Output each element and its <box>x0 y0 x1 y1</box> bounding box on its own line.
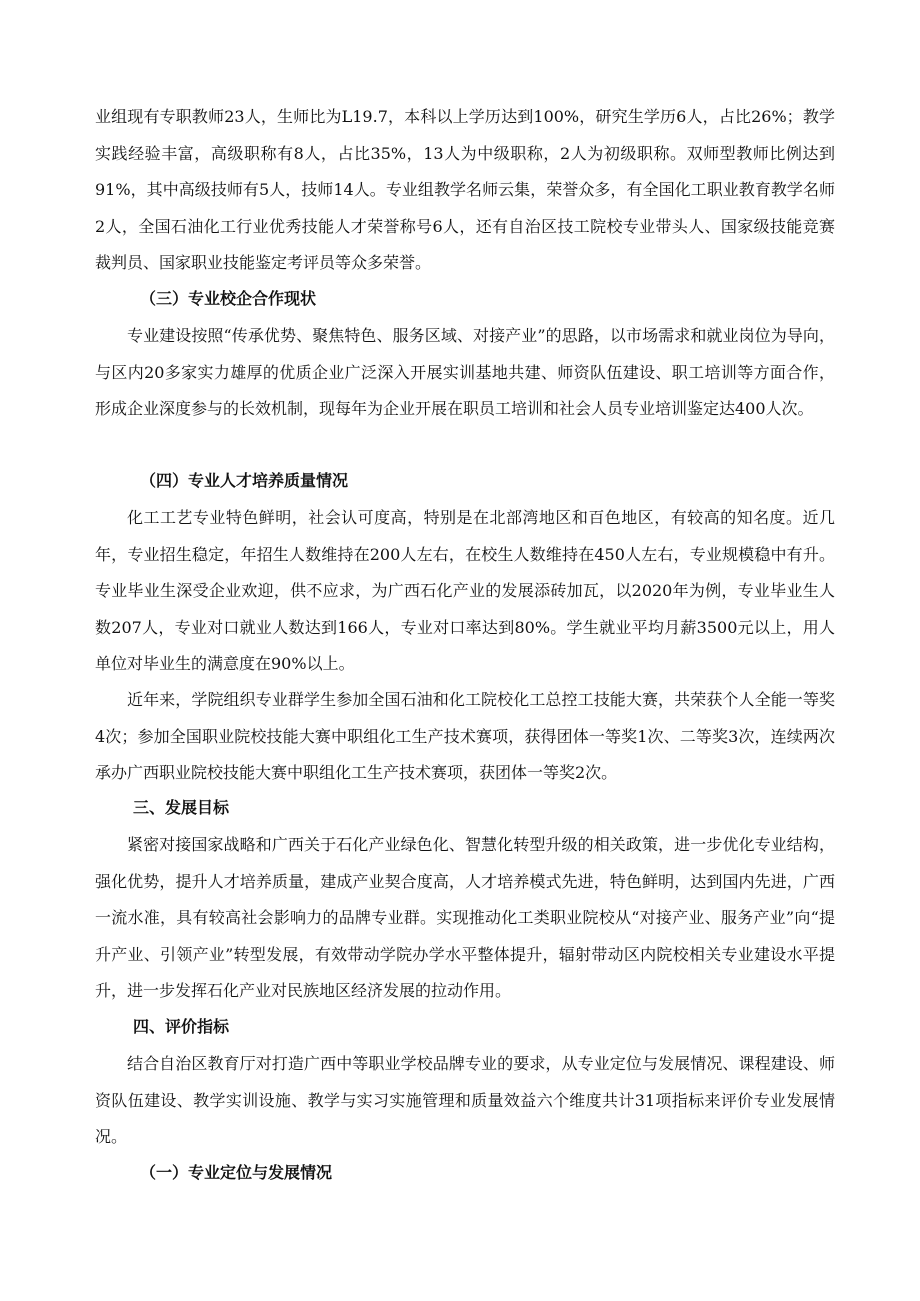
heading-talent-quality: （四）专业人才培养质量情况 <box>140 471 349 490</box>
paragraph-evaluation-indicators: 结合自治区教育厅对打造广西中等职业学校品牌专业的要求，从专业定位与发展情况、课程建设、师资队伍建设、教学实训设施、教学与实习实施管理和质量效益六个维度共计31项指标来评价专业发展情况。 <box>95 1054 835 1146</box>
paragraph-cooperation-status: 专业建设按照“传承优势、聚焦特色、服务区域、对接产业”的思路，以市场需求和就业岗位为导向，与区内20多家实力雄厚的优质企业广泛深入开展实训基地共建、师资队伍建设、职工培训等方面合作，形成企业深度参与的长效机制，现每年为企业开展在职员工培训和社会人员专业培训鉴定达400人次。 <box>95 326 835 418</box>
paragraph-teaching-staff: 业组现有专职教师23人，生师比为L19.7，本科以上学历达到100%，研究生学历6人，占比26%；教学实践经验丰富，高级职称有8人，占比35%，13人为中级职称，2人为初级职称。双师型教师比例达到91%，其中高级技师有5人，技师14人。专业组教学名师云集，荣誉众多，有全国化工职业教育教学名师2人，全国石油化工行业优秀技能人才荣誉称号6人，还有自治区技工院校专业带头人、国家级技能竞赛裁判员、国家职业技能鉴定考评员等众多荣誉。 <box>95 107 835 272</box>
heading-school-enterprise-cooperation: （三）专业校企合作现状 <box>140 289 317 308</box>
heading-positioning-development: （一）专业定位与发展情况 <box>140 1163 333 1182</box>
heading-evaluation-indicators: 四、评价指标 <box>133 1017 230 1036</box>
paragraph-competition-awards: 近年来，学院组织专业群学生参加全国石油和化工院校化工总控工技能大赛，共荣获个人全能一等奖4次；参加全国职业院校技能大赛中职组化工生产技术赛项，获得团体一等奖1次、二等奖3次，连续两次承办广西职业院校技能大赛中职组化工生产技术赛项，获团体一等奖2次。 <box>95 690 835 782</box>
paragraph-talent-quality: 化工工艺专业特色鲜明，社会认可度高，特别是在北部湾地区和百色地区，有较高的知名度。近几年，专业招生稳定，年招生人数维持在200人左右，在校生人数维持在450人左右，专业规模稳中有升。专业毕业生深受企业欢迎，供不应求，为广西石化产业的发展添砖加瓦，以2020年为例，专业毕业生人数207人，专业对口就业人数达到166人，专业对口率达到80%。学生就业平均月薪3500元以上，用人单位对毕业生的满意度在90%以上。 <box>95 508 835 673</box>
paragraph-development-goals: 紧密对接国家战略和广西关于石化产业绿色化、智慧化转型升级的相关政策，进一步优化专业结构，强化优势，提升人才培养质量，建成产业契合度高，人才培养模式先进，特色鲜明，达到国内先进，广西一流水准，具有较高社会影响力的品牌专业群。实现推动化工类职业院校从“对接产业、服务产业”向“提升产业、引领产业”转型发展，有效带动学院办学水平整体提升，辐射带动区内院校相关专业建设水平提升，进一步发挥石化产业对民族地区经济发展的拉动作用。 <box>95 835 835 1000</box>
heading-development-goals: 三、发展目标 <box>133 798 230 817</box>
